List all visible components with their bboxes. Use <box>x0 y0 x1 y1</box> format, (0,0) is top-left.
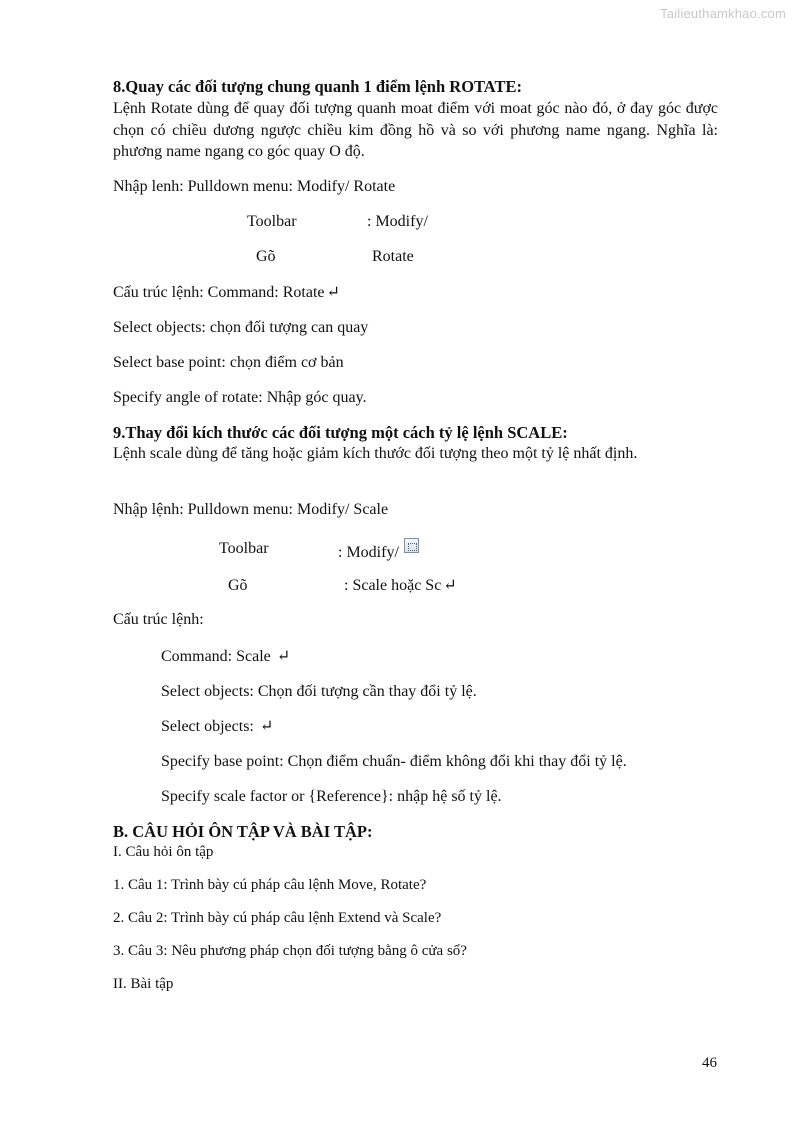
watermark: Tailieuthamkhao.com <box>660 6 786 21</box>
section-9-heading: 9.Thay đổi kích thước các đối tượng một cách tỷ lệ lệnh SCALE: <box>113 423 568 442</box>
rotate-type-value: Rotate <box>372 248 414 265</box>
scale-type-value: : Scale hoặc Sc ↵ <box>344 577 457 594</box>
rotate-structure: Cấu trúc lệnh: Command: Rotate ↵ <box>113 284 340 301</box>
return-key-icon: ↵ <box>259 718 274 735</box>
scale-base-point: Specify base point: Chọn điểm chuẩn- điểm không đổi khi thay đổi tỷ lệ. <box>161 753 627 770</box>
rotate-type-label: Gõ <box>256 248 276 265</box>
page-number: 46 <box>702 1055 717 1071</box>
rotate-toolbar-value: : Modify/ <box>367 213 428 230</box>
rotate-base-point: Select base point: chọn điểm cơ bản <box>113 354 344 371</box>
scale-factor: Specify scale factor or {Reference}: nhập hệ số tỷ lệ. <box>161 788 502 805</box>
scale-tool-icon <box>404 538 419 553</box>
rotate-angle: Specify angle of rotate: Nhập góc quay. <box>113 389 367 406</box>
section-b-heading: B. CÂU HỎI ÔN TẬP VÀ BÀI TẬP: <box>113 822 373 841</box>
section-8-heading: 8.Quay các đối tượng chung quanh 1 điểm lệnh ROTATE: <box>113 77 523 96</box>
rotate-input-line: Nhập lenh: Pulldown menu: Modify/ Rotate <box>113 178 396 195</box>
exercises-subheading: II. Bài tập <box>113 976 174 992</box>
scale-type-label: Gõ <box>228 577 248 594</box>
return-key-icon: ↵ <box>326 284 340 301</box>
question-2: 2. Câu 2: Trình bày cú pháp câu lệnh Extend và Scale? <box>113 910 442 926</box>
question-3: 3. Câu 3: Nêu phương pháp chọn đối tượng bằng ô cửa sổ? <box>113 943 467 959</box>
rotate-toolbar-label: Toolbar <box>247 213 297 230</box>
scale-select-objects-2: Select objects: ↵ <box>161 718 274 735</box>
rotate-select-objects: Select objects: chọn đối tượng can quay <box>113 319 369 336</box>
scale-toolbar-label: Toolbar <box>219 540 269 557</box>
scale-toolbar-value: : Modify/ <box>338 538 419 563</box>
scale-input-line: Nhập lệnh: Pulldown menu: Modify/ Scale <box>113 501 389 518</box>
section-8-paragraph: Lệnh Rotate dùng để quay đối tượng quanh moat điểm với moat góc nào đó, ở đay góc được chọn có chiều dương ngược chiều kim đồng hồ và so với phương name ngang. Nghĩa là: phương name ngang co góc quay O độ. <box>113 100 718 160</box>
question-1: 1. Câu 1: Trình bày cú pháp câu lệnh Move, Rotate? <box>113 877 427 893</box>
section-9-paragraph: Lệnh scale dùng để tăng hoặc giảm kích thước đối tượng theo một tỷ lệ nhất định. <box>113 445 638 462</box>
scale-select-objects: Select objects: Chọn đối tượng cần thay đổi tỷ lệ. <box>161 683 477 700</box>
scale-structure-label: Cấu trúc lệnh: <box>113 611 204 628</box>
return-key-icon: ↵ <box>443 577 457 594</box>
return-key-icon: ↵ <box>276 648 291 665</box>
scale-command: Command: Scale ↵ <box>161 648 291 665</box>
review-questions-subheading: I. Câu hỏi ôn tập <box>113 844 214 860</box>
